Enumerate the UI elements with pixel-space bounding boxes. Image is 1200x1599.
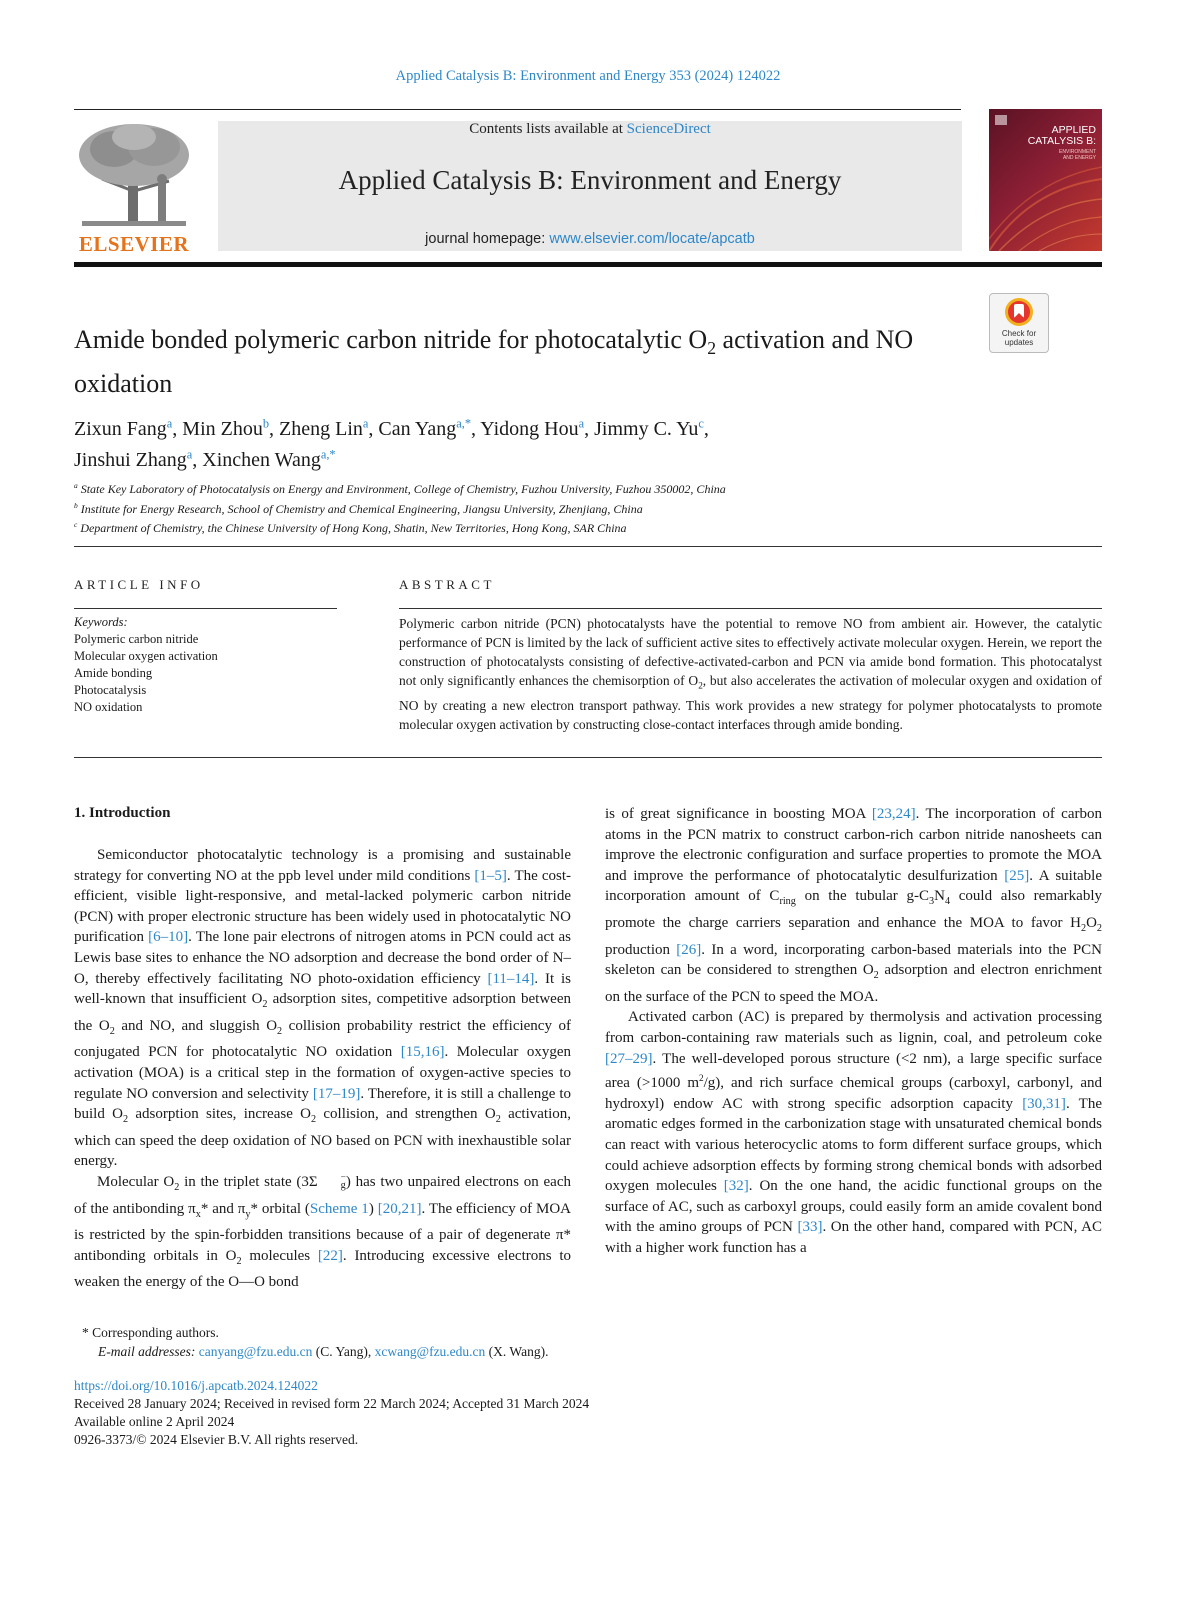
author-name: Min Zhou xyxy=(182,417,263,440)
header-bottom-rule xyxy=(74,262,1102,267)
citation-link[interactable]: [33] xyxy=(797,1219,823,1236)
affiliation-mark: a xyxy=(74,481,78,490)
citation-link[interactable]: [32] xyxy=(723,1178,749,1195)
author-name: Zheng Lin xyxy=(279,417,363,440)
citation-link[interactable]: [1–5] xyxy=(474,867,507,884)
author xyxy=(202,449,335,471)
abstract-text-2: , but also accelerates the activation of molecular oxygen and oxidation of NO by creating a new electron transport pathway. This work provides a new strategy for polymer photocatalysts to promote molecular oxygen activation by constructing close-contact interfaces through amide bonding. xyxy=(399,673,1103,732)
citation-link[interactable]: [30,31] xyxy=(1022,1095,1066,1112)
affiliation-link[interactable]: b xyxy=(262,416,270,430)
cover-subtitle-line-1: ENVIRONMENT xyxy=(1059,149,1096,155)
author-name: Yidong Hou xyxy=(480,417,579,440)
copyright: 0926-3373/© 2024 Elsevier B.V. All rights reserved. xyxy=(74,1432,359,1447)
footnotes xyxy=(82,1323,1082,1361)
check-updates-line-2: updates xyxy=(1004,338,1034,347)
body-column-left xyxy=(74,845,571,1293)
cover-subtitle xyxy=(1059,149,1096,161)
homepage-line xyxy=(218,231,962,247)
citation-link[interactable]: [26] xyxy=(676,941,702,958)
scheme-link[interactable]: Scheme 1 xyxy=(309,1200,369,1217)
publication-info xyxy=(74,1377,1074,1449)
publisher-wordmark: ELSEVIER xyxy=(78,232,190,256)
article-title xyxy=(74,322,964,401)
paragraph: Activated carbon (AC) is prepared by thermolysis and activation processing from carbon-containing raw materials such as lignin, coal, and petroleum coke [27–29]. The well-developed porous structure (<2 nm), a large specific surface area (>1000 $m^2/g$), and rich surface chemical groups (carboxyl, carbonyl, and hydroxyl) endow AC with strong specific adsorption capacity [30,31]. The aromatic edges formed in the carbonization stage with unsaturated chemical bonds can react with various heterocyclic atoms to form different surface groups, which could achieve adsorption effects by forming strong chemical bonds with adsorbed oxygen molecules [32]. On the one hand, the acidic functional groups on the surface of AC, such as carboxyl groups, could easily form an amide covalent bond with the amino groups of PCN [33]. On the other hand, compared with PCN, AC with a higher work function has a xyxy=(605,1009,1102,1256)
online-date: Available online 2 April 2024 xyxy=(74,1414,235,1429)
citation-link[interactable]: [27–29] xyxy=(605,1050,653,1067)
keyword-item: Molecular oxygen activation xyxy=(74,649,218,663)
journal-title: Applied Catalysis B: Environment and Energy xyxy=(338,165,842,195)
citation-link[interactable]: [15,16] xyxy=(400,1044,445,1061)
affiliation-text: Department of Chemistry, the Chinese University of Hong Kong, Shatin, New Territories, Hong Kong, SAR China xyxy=(80,521,627,535)
author xyxy=(74,418,182,440)
author-name: Jimmy C. Yu xyxy=(594,417,699,440)
cover-title-line-2: CATALYSIS B: xyxy=(1027,135,1096,147)
subscript: 2 xyxy=(698,680,703,691)
affiliation-link[interactable]: a xyxy=(186,447,193,462)
email-link[interactable]: xcwang@fzu.edu.cn xyxy=(374,1344,486,1359)
author xyxy=(594,418,709,440)
affiliation-text: State Key Laboratory of Photocatalysis on Energy and Environment, College of Chemistry, Fuzhou University, Fuzhou 350002, China xyxy=(80,482,726,496)
affiliation-line xyxy=(74,478,1074,498)
cover-title xyxy=(1028,125,1096,147)
keyword-item: Photocatalysis xyxy=(74,683,147,697)
author xyxy=(378,418,480,440)
title-subscript: 2 xyxy=(707,338,717,359)
keywords-list xyxy=(74,614,337,716)
keyword-item: Polymeric carbon nitride xyxy=(74,632,199,646)
abstract-rule xyxy=(399,608,1102,609)
citation-link[interactable]: [22] xyxy=(317,1247,343,1264)
title-text-1: Amide bonded polymeric carbon nitride for photocatalytic O xyxy=(74,325,708,354)
affiliation-link[interactable]: a xyxy=(578,416,585,430)
affiliations xyxy=(74,478,1074,537)
author-separator: , xyxy=(703,417,709,440)
contents-prefix: Contents lists available at xyxy=(469,121,627,137)
author-separator: , xyxy=(269,417,280,440)
affiliation-link[interactable]: c xyxy=(698,416,704,430)
check-updates-line-1: Check for xyxy=(1001,329,1037,338)
homepage-prefix: journal homepage: xyxy=(425,231,550,247)
author-name: Can Yang xyxy=(378,417,457,440)
affiliation-mark: b xyxy=(74,500,78,510)
cover-subtitle-line-2: AND ENERGY xyxy=(1062,155,1096,161)
author-separator: , xyxy=(584,417,595,440)
abstract-heading: ABSTRACT xyxy=(399,577,495,592)
paragraph: Semiconductor photocatalytic technology is a promising and sustainable strategy for converting NO at the ppb level under mild conditions [1–5]. The cost-efficient, visible light-responsive, and metal-lacked polymeric carbon nitride (PCN) with proper electronic structure has been widely used in photocatalytic NO purification [6–10]. The lone pair electrons of nitrogen atoms in PCN could act as Lewis base sites to enhance the NO adsorption and decrease the bond order of N–O, thereby effectively facilitating NO photo-oxidation efficiency [11–14]. It is well-known that insufficient $O_2$ adsorption sites, competitive adsorption between the $O_2$ and NO, and sluggish $O_2$ collision probability restrict the efficiency of conjugated PCN for photocatalytic NO oxidation [15,16]. Molecular oxygen activation (MOA) is a critical step in the formation of oxygen-active species to regulate NO conversion and selectivity [17–19]. Therefore, it is still a challenge to build $O_2$ adsorption sites, increase $O_2$ collision, and strengthen $O_2$ activation, which can speed the deep oxidation of NO based on PCN with inexhaustible solar energy. xyxy=(74,847,572,1170)
citation-link[interactable]: [6–10] xyxy=(148,929,189,946)
article-info-heading: ARTICLE INFO xyxy=(74,577,204,592)
body-column-right xyxy=(605,804,1102,1258)
tree-icon xyxy=(74,121,194,231)
header-top-rule xyxy=(74,109,961,110)
abstract-end-rule xyxy=(74,757,1102,758)
corresponding-note: * Corresponding authors. xyxy=(82,1325,219,1340)
journal-banner xyxy=(218,121,962,251)
citation-link[interactable]: [17–19] xyxy=(312,1085,361,1102)
author-name: Xinchen Wang xyxy=(202,449,321,472)
affiliation-link[interactable]: a xyxy=(362,416,369,430)
author xyxy=(74,449,202,471)
affiliation-rule xyxy=(74,546,1102,547)
check-updates-label xyxy=(990,329,1048,347)
keyword-item: Amide bonding xyxy=(74,666,153,680)
affiliation-link[interactable]: a,* xyxy=(320,447,336,462)
author-separator: , xyxy=(192,449,203,472)
sciencedirect-link[interactable]: ScienceDirect xyxy=(626,121,711,137)
received-dates: Received 28 January 2024; Received in revised form 22 March 2024; Accepted 31 March 2024 xyxy=(74,1396,590,1411)
homepage-link[interactable]: www.elsevier.com/locate/apcatb xyxy=(549,231,755,247)
email-link[interactable]: canyang@fzu.edu.cn xyxy=(198,1344,313,1359)
journal-reference-link[interactable]: Applied Catalysis B: Environment and Energy 353 (2024) 124022 xyxy=(395,68,781,84)
cover-title-line-1: APPLIED xyxy=(1051,124,1096,136)
section-heading-introduction: 1. Introduction xyxy=(74,805,171,821)
paragraph: is of great significance in boosting MOA [23,24]. The incorporation of carbon atoms in the PCN matrix to construct carbon-rich carbon nitride nanosheets can improve the electronic configuration and surface properties to promote the MOA and improve the performance of photocatalytic desulfurization [25]. A suitable incorporation amount of $C_{ring}$ on the tubular $g-C_3N_4$ could also remarkably promote the charge carriers separation and enhance the MOA to favor $H_2O_2$ production [26]. In a word, incorporating carbon-based materials into the PCN skeleton can be considered to strengthen $O_2$ adsorption and electron enrichment on the surface of the PCN to speed the MOA. xyxy=(605,806,1103,1005)
author xyxy=(182,418,279,440)
keyword-item: NO oxidation xyxy=(74,700,143,714)
affiliation-link[interactable]: a xyxy=(166,416,173,430)
contents-line xyxy=(218,121,962,138)
citation-link[interactable]: [11–14] xyxy=(487,970,535,987)
citation-link[interactable]: [23,24] xyxy=(871,806,916,822)
doi-link[interactable]: https://doi.org/10.1016/j.apcatb.2024.124022 xyxy=(74,1378,318,1393)
paragraph: Molecular $O_2$ in the triplet state (3Σ − g ) has two unpaired electrons on each of the antibonding $\pi_x*$ and $\pi_y*$ orbital (Scheme 1) [20,21]. The efficiency of MOA is restricted by the spin-forbidden transitions because of a pair of degenerate π* antibonding orbitals in $O_2$ molecules [22]. Introducing excessive electrons to weaken the energy of the O—O bond xyxy=(74,1172,572,1291)
citation-link[interactable]: [25] xyxy=(1004,867,1030,884)
title-text-2: activation and NO oxidation xyxy=(74,325,914,399)
affiliation-text: Institute for Energy Research, School of Chemistry and Chemical Engineering, Jiangsu University, Zhenjiang, China xyxy=(80,501,643,516)
abstract-text-1: Polymeric carbon nitride (PCN) photocatalysts have the potential to remove NO from ambient air. However, the catalytic performance of PCN is limited by the lack of sufficient active sites to effectively activate molecular oxygen. Herein, we report the construction of photocatalysts consisting of defective-activated-carbon and PCN via amide bond formation. This photocatalyst not only significantly enhances the chemisorption of O xyxy=(399,616,1102,688)
author-separator: , xyxy=(368,417,379,440)
check-for-updates-button[interactable] xyxy=(989,293,1049,353)
affiliation-mark: c xyxy=(74,520,78,529)
affiliation-link[interactable]: a,* xyxy=(456,416,472,430)
author-name: Jinshui Zhang xyxy=(74,449,187,472)
keywords-label: Keywords: xyxy=(74,615,128,629)
affiliation-line xyxy=(74,517,1074,537)
article-info-rule xyxy=(74,608,337,609)
affiliation-line xyxy=(74,498,1074,518)
author-name: Zixun Fang xyxy=(74,417,167,440)
check-updates-icon xyxy=(990,294,1048,330)
author xyxy=(279,418,378,440)
journal-cover-thumbnail[interactable] xyxy=(989,109,1102,251)
author-separator: , xyxy=(172,417,183,440)
author xyxy=(480,418,594,440)
email-note: E-mail addresses: canyang@fzu.edu.cn (C. Yang), xcwang@fzu.edu.cn (X. Wang). xyxy=(98,1344,549,1359)
abstract-body xyxy=(399,614,1102,734)
author-list xyxy=(74,410,974,473)
citation-link[interactable]: [20,21] xyxy=(377,1200,422,1217)
author-separator: , xyxy=(471,417,481,440)
